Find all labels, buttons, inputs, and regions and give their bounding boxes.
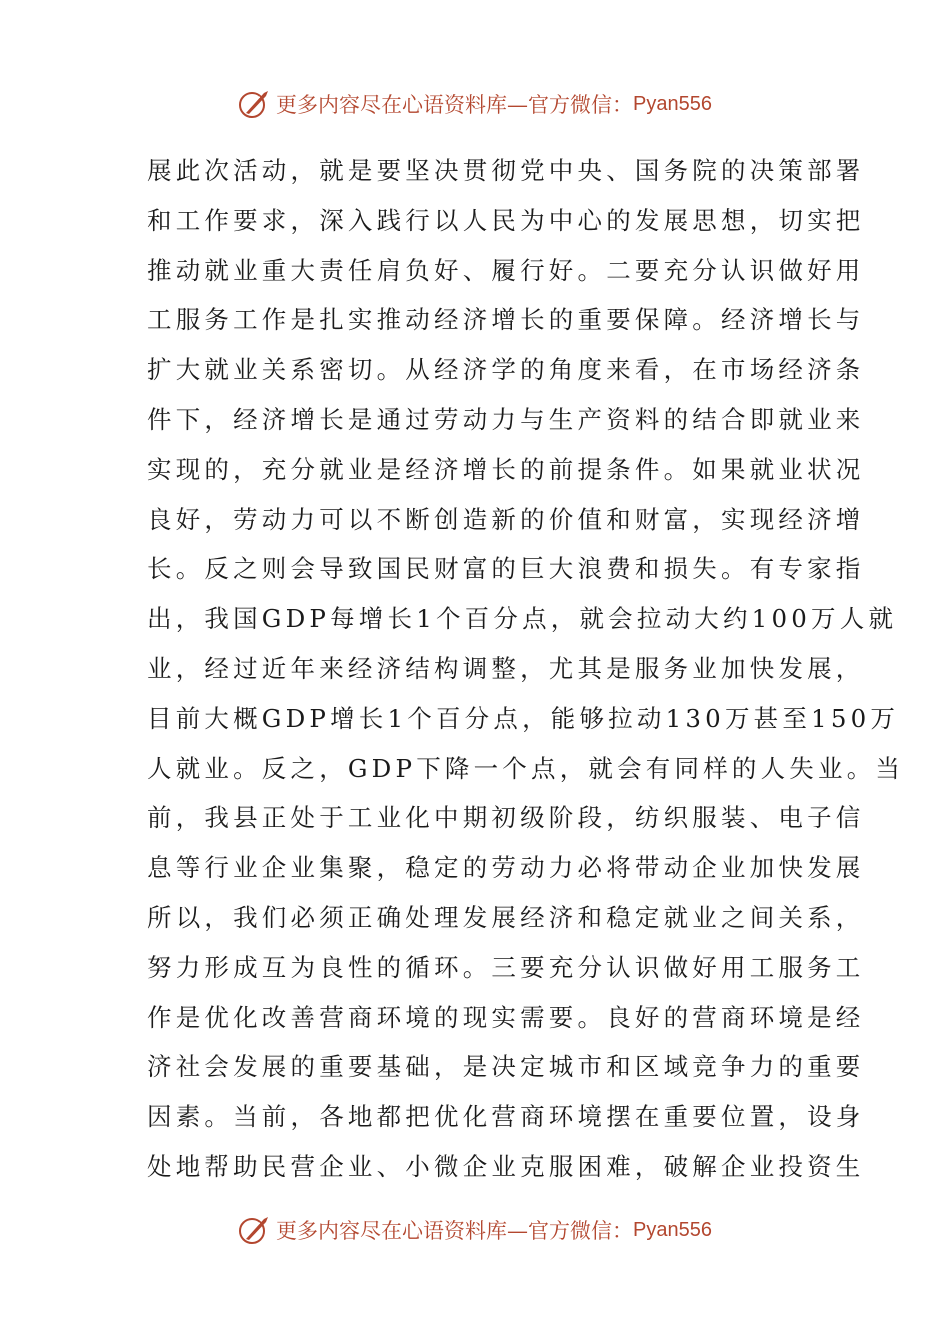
footer-wechat-id: Pyan556: [633, 1218, 712, 1241]
header-banner: [0, 84, 950, 124]
body-text-line: 所以，我们必须正确处理发展经济和稳定就业之间关系，: [147, 902, 865, 932]
body-text-line: 扩大就业关系密切。从经济学的角度来看，在市场经济条: [147, 355, 865, 385]
body-text-line: 息等行业企业集聚，稳定的劳动力必将带动企业加快发展: [147, 853, 865, 883]
body-text-line: 实现的，充分就业是经济增长的前提条件。如果就业状况: [147, 454, 865, 484]
document-body: [147, 146, 905, 1192]
body-text-line: 努力形成互为良性的循环。三要充分认识做好用工服务工: [147, 952, 865, 982]
footer-brand-text: 更多内容尽在心语资料库—官方微信：: [276, 1219, 634, 1243]
body-text-line: 因素。当前，各地都把优化营商环境摆在重要位置，设身: [147, 1102, 865, 1132]
header-brand-text: 更多内容尽在心语资料库—官方微信：: [276, 93, 634, 117]
quill-pen-logo-icon: [238, 87, 272, 121]
body-text-line: 人就业。反之，GDP下降一个点，就会有同样的人失业。当: [147, 753, 905, 783]
body-text-line: 良好，劳动力可以不断创造新的价值和财富，实现经济增: [147, 504, 865, 534]
body-text-line: 和工作要求，深入践行以人民为中心的发展思想，切实把: [147, 205, 865, 235]
body-text-line: 作是优化改善营商环境的现实需要。良好的营商环境是经: [147, 1002, 865, 1032]
quill-pen-logo-icon: [238, 1213, 272, 1247]
body-text-line: 处地帮助民营企业、小微企业克服困难，破解企业投资生: [147, 1151, 865, 1181]
body-text-line: 业，经过近年来经济结构调整，尤其是服务业加快发展，: [147, 653, 865, 683]
body-text-line: 工服务工作是扎实推动经济增长的重要保障。经济增长与: [147, 305, 865, 335]
body-text-line: 目前大概GDP增长1个百分点，能够拉动130万甚至150万: [147, 703, 900, 733]
body-text-line: 展此次活动，就是要坚决贯彻党中央、国务院的决策部署: [147, 156, 865, 185]
footer-banner: [0, 1210, 950, 1250]
body-text-line: 济社会发展的重要基础，是决定城市和区域竞争力的重要: [147, 1052, 865, 1082]
body-text-line: 件下，经济增长是通过劳动力与生产资料的结合即就业来: [147, 404, 865, 434]
body-text-line: 前，我县正处于工业化中期初级阶段，纺织服装、电子信: [147, 803, 865, 833]
body-text-line: 推动就业重大责任肩负好、履行好。二要充分认识做好用: [147, 255, 865, 285]
body-text-line: 出，我国GDP每增长1个百分点，就会拉动大约100万人就: [147, 604, 898, 634]
body-text-line: 长。反之则会导致国民财富的巨大浪费和损失。有专家指: [147, 554, 865, 584]
header-wechat-id: Pyan556: [633, 92, 712, 115]
